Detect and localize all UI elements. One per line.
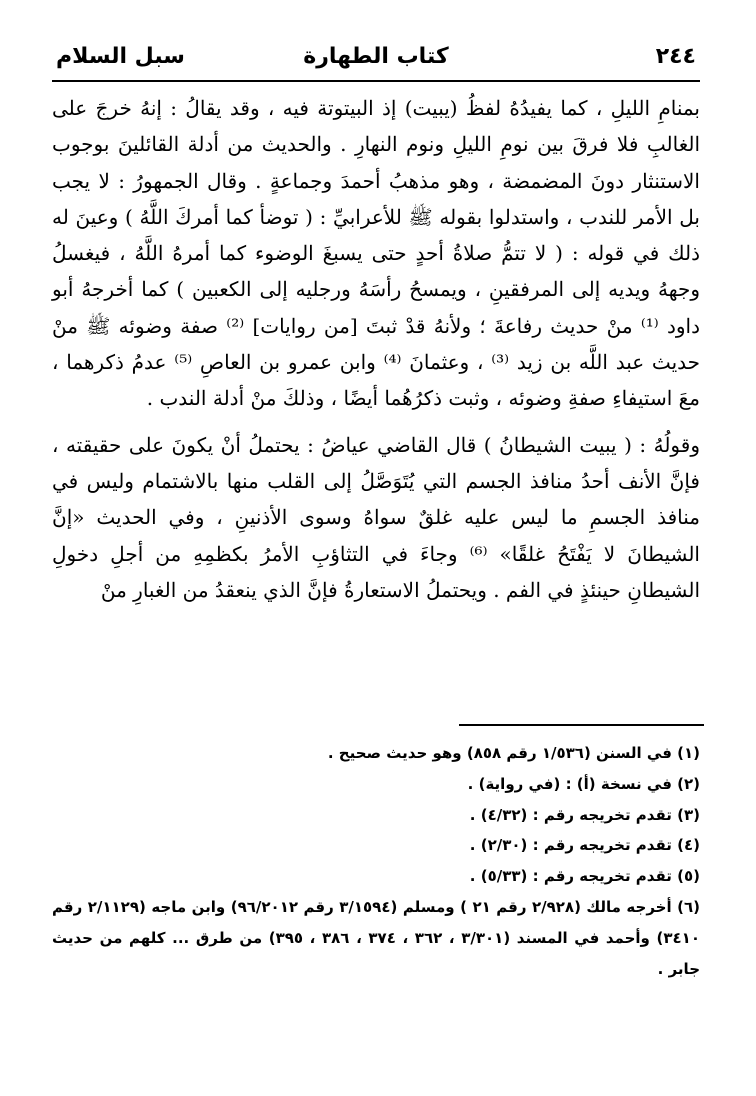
page-number: ٢٤٤ xyxy=(655,44,696,69)
footnotes xyxy=(52,738,700,984)
footnote: (٤) تقدم تخريجه رقم : (٢/٣٠) . xyxy=(469,836,700,855)
page-header xyxy=(52,40,700,84)
footnote: (٢) في نسخة (أ) : (في رواية) . xyxy=(467,774,700,793)
footnote: (٦) أخرجه مالك (٢/٩٢٨ رقم ٢١ ) ومسلم (٣/١٥٩٤ رقم ٩٦/٢٠١٢) وابن ماجه (٢/١١٢٩ رقم ٣٤١٠) وأحمد في المسند (٣/٣٠١ ، ٣٦٢ ، ٣٧٤ ، ٣٨٦ ، ٣٩٥) من طرق ... كلهم من حديث جابر . xyxy=(52,897,700,978)
footnote-divider xyxy=(459,724,704,726)
book-title: سبل السلام xyxy=(56,44,185,69)
footnote: (٣) تقدم تخريجه رقم : (٤/٣٢) . xyxy=(469,805,700,824)
main-text xyxy=(52,90,700,608)
paragraph: وقولُهُ : ( يبيت الشيطانُ ) قال القاضي عياضُ : يحتملُ أنْ يكونَ على حقيقته ، فإنَّ الأنف أحدُ منافذ الجسم التي يُتَوَصَّلُ إلى القلب منها بالاشتمام وليس في منافذ الجسمِ ما ليس عليه غلقٌ سواهُ وسوى الأذنينِ ، وفي الحديث «إنَّ الشيطانَ لا يَفْتَحُ غلقًا» ⁽⁶⁾ وجاءَ في التثاؤبِ الأمرُ بكظمِهِ من أجلِ دخولِ الشيطانِ حينئذٍ في الفم . ويحتملُ الاستعارةُ فإنَّ الذي ينعقدُ من الغبارِ منْ xyxy=(52,432,700,602)
header-divider xyxy=(52,80,700,82)
chapter-title: كتاب الطهارة xyxy=(303,44,449,69)
footnote: (١) في السنن (١/٥٣٦ رقم ٨٥٨) وهو حديث صحيح . xyxy=(327,744,700,762)
paragraph: بمنامِ الليلِ ، كما يفيدُهُ لفظُ (يبيت) إذ البيتوتة فيه ، وقد يقالُ : إنهُ خرجَ على الغالبِ فلا فرقَ بين نومِ الليلِ ونوم النهارِ . والحديث من أدلة القائلينَ بوجوب الاستنثار دونَ المضمضة ، وهو مذهبُ أحمدَ وجماعةٍ . وقال الجمهورُ : لا يجب بل الأمر للندب ، واستدلوا بقوله ﷺ للأعرابيِّ : ( توضأ كما أمركَ اللَّهُ ) وعينَ له ذلك في قوله : ( لا تتمُّ صلاةُ أحدٍ حتى يسبغَ الوضوء كما أمرهُ اللَّهُ ، فيغسلُ وجههُ ويديه إلى المرفقينِ ، ويمسحُ رأسَهُ ورجليه إلى الكعبين ) كما أخرجهُ أبو داود ⁽¹⁾ منْ حديث رفاعةَ ؛ ولأنهُ قدْ ثبتَ [من روايات] ⁽²⁾ صفة وضوئه ﷺ منْ حديث عبد اللَّه بن زيد ⁽³⁾ ، وعثمانَ ⁽⁴⁾ وابن عمرو بن العاصِ ⁽⁵⁾ عدمُ ذكرهما ، معَ استيفاءِ صفةِ وضوئه ، وثبت ذكرُهُما أيضًا ، وذلكَ منْ أدلة الندب . xyxy=(52,96,701,411)
footnote: (٥) تقدم تخريجه رقم : (٥/٣٣) . xyxy=(469,867,700,886)
